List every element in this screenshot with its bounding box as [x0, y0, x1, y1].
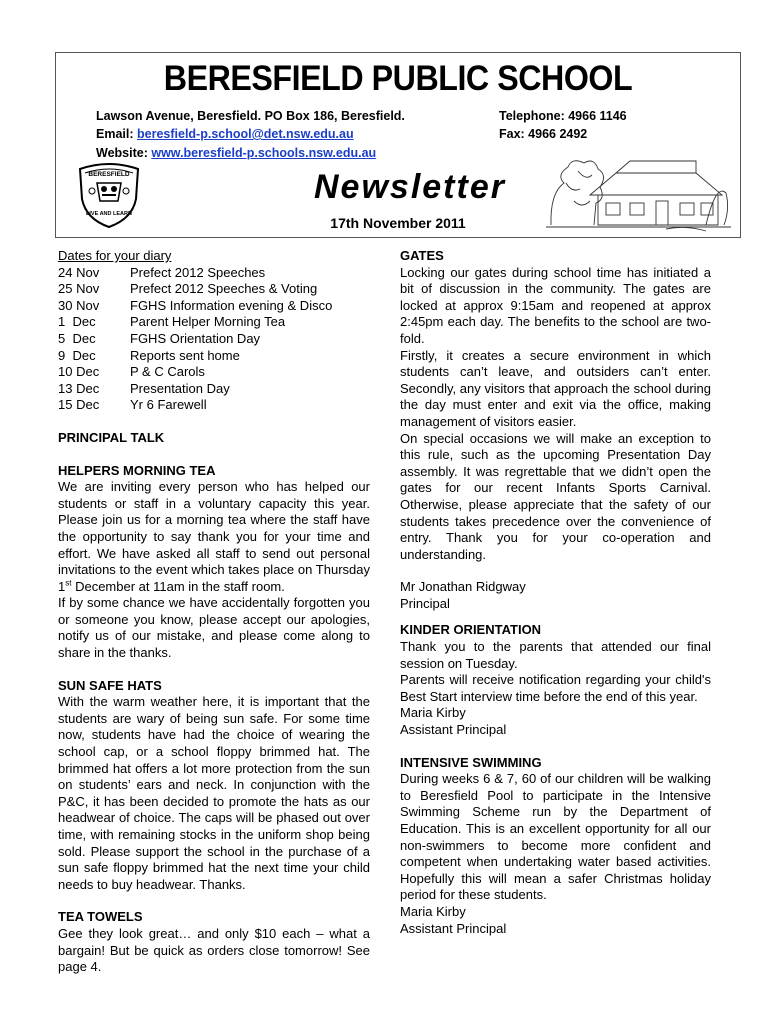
crest-text-top: BERESFIELD	[88, 171, 130, 178]
diary-event: Presentation Day	[130, 380, 230, 396]
helpers-text-b: December at 11am in the staff room.	[71, 578, 285, 594]
sunsafe-body: With the warm weather here, it is important that the students are wary of being sun safe. For some time now, students have had the choice of wearing the school cap, or a school floppy brimmed hat. The brimmed hat offers a lot more protection from the sun on students’ ears and neck. In conjunction with the P&C, it has been decided to promote the hats as our headwear of choice. The caps will be phased out over time, with remaining stocks in the uniform shop being sold. Please support the school in the purchase of a sun safe floppy brimmed hat the next time your child needs to buy headwear. Thanks.	[58, 694, 370, 892]
email-link[interactable]: beresfield-p.school@det.nsw.edu.au	[137, 127, 354, 141]
gates-paragraph-3: On special occasions we will make an exception to this rule, such as the upcoming Presentation Day assembly. It was regrettable that we didn’t open the gates for our recent Infants Sports Carnival. Otherwise, please appreciate that the safety of our students takes precedence over the convenience of entry. Thank you for your co-operation and understanding.	[400, 430, 711, 562]
gates-sign-name: Mr Jonathan Ridgway	[400, 579, 526, 595]
school-fax: Fax: 4966 2492	[499, 127, 588, 141]
helpers-paragraph-1	[58, 479, 370, 595]
helpers-heading: HELPERS MORNING TEA	[58, 462, 216, 478]
helpers-text-a: We are inviting every person who has helped our students or staff in a voluntary capacity this year. Please join us for a morning tea where the staff have the opportunity to say thank you for your time and effort. We have asked all staff to send out personal invitations to the event which takes place on Thursday 1	[58, 479, 370, 594]
kinder-sign-name: Maria Kirby	[400, 705, 466, 721]
swimming-body: During weeks 6 & 7, 60 of our children will be walking to Beresfield Pool to participate in the Intensive Swimming Scheme run by the Department of Education. This is an excellent opportunity for all our non-swimmers to become more confident and competent when undertaking water based activities. Hopefully this will mean a safer Christmas holiday period for these students.	[400, 771, 711, 903]
newsletter-title: Newsletter	[314, 168, 506, 206]
diary-date: 25 Nov	[58, 281, 100, 297]
teatowels-heading: TEA TOWELS	[58, 909, 143, 925]
helpers-paragraph-2: If by some chance we have accidentally forgotten you or someone you know, please accept our apologies, notify us of our mistake, and please come along to share in the thanks.	[58, 595, 370, 661]
diary-event: Reports sent home	[130, 347, 240, 363]
sunsafe-heading: SUN SAFE HATS	[58, 677, 162, 693]
list-item	[58, 314, 370, 331]
list-item	[58, 381, 370, 398]
list-item	[58, 364, 370, 381]
helpers-sup: st	[65, 578, 72, 588]
diary-date: 10 Dec	[58, 364, 100, 380]
diary-heading: Dates for your diary	[58, 248, 172, 263]
newsletter-header	[55, 52, 741, 238]
website-line	[96, 146, 376, 160]
diary-date: 9 Dec	[58, 347, 96, 363]
diary-event: P & C Carols	[130, 364, 205, 380]
list-item	[58, 348, 370, 365]
school-telephone: Telephone: 4966 1146	[499, 109, 627, 123]
gates-paragraph-1: Locking our gates during school time has initiated a bit of discussion in the community. The gates are locked at approx 9:15am and reopened at approx 2:45pm each day. The benefits to the school are two-fold.	[400, 264, 711, 346]
crest-text-bottom: LIVE AND LEARN	[86, 211, 132, 217]
kinder-paragraph-2: Parents will receive notification regarding your child's Best Start interview time before the end of this year.	[400, 672, 711, 704]
school-building-sketch	[546, 153, 731, 233]
swimming-sign-name: Maria Kirby	[400, 903, 466, 919]
email-label: Email:	[96, 127, 134, 141]
list-item	[58, 265, 370, 282]
issue-date: 17th November 2011	[330, 215, 466, 231]
diary-date: 5 Dec	[58, 330, 96, 346]
diary-date: 30 Nov	[58, 297, 100, 313]
right-column	[400, 248, 711, 937]
diary-date: 15 Dec	[58, 397, 100, 413]
diary-event: Prefect 2012 Speeches & Voting	[130, 281, 318, 297]
diary-event: Parent Helper Morning Tea	[130, 314, 286, 330]
swimming-sign-role: Assistant Principal	[400, 920, 507, 936]
website-link[interactable]: www.beresfield-p.schools.nsw.edu.au	[151, 146, 377, 160]
swimming-heading: INTENSIVE SWIMMING	[400, 754, 542, 770]
teatowels-body: Gee they look great… and only $10 each – what a bargain! But be quick as orders close tomorrow! See page 4.	[58, 925, 370, 975]
left-column	[58, 248, 370, 976]
list-item	[58, 331, 370, 348]
diary-list	[58, 265, 370, 414]
list-item	[58, 397, 370, 414]
diary-event: FGHS Information evening & Disco	[130, 297, 333, 313]
kinder-heading: KINDER ORIENTATION	[400, 622, 542, 638]
school-name: BERESFIELD PUBLIC SCHOOL	[163, 59, 633, 98]
diary-date: 1 Dec	[58, 314, 96, 330]
principal-talk-heading: PRINCIPAL TALK	[58, 429, 165, 445]
gates-heading: GATES	[400, 248, 444, 263]
list-item	[58, 298, 370, 315]
gates-paragraph-2: Firstly, it creates a secure environment in which students can’t leave, and outsiders can’t enter. Secondly, any visitors that approach the school during the day must enter and exit via the office, making management of visitors easier.	[400, 347, 711, 429]
school-address: Lawson Avenue, Beresfield. PO Box 186, Beresfield.	[96, 109, 405, 123]
diary-event: Yr 6 Farewell	[130, 397, 207, 413]
website-label: Website:	[96, 146, 148, 160]
gates-sign-role: Principal	[400, 595, 450, 611]
diary-date: 13 Dec	[58, 380, 100, 396]
kinder-sign-role: Assistant Principal	[400, 722, 507, 738]
diary-event: Prefect 2012 Speeches	[130, 264, 266, 280]
list-item	[58, 281, 370, 298]
diary-event: FGHS Orientation Day	[130, 330, 261, 346]
email-line	[96, 127, 354, 141]
kinder-paragraph-1: Thank you to the parents that attended our final session on Tuesday.	[400, 639, 711, 671]
diary-date: 24 Nov	[58, 264, 100, 280]
